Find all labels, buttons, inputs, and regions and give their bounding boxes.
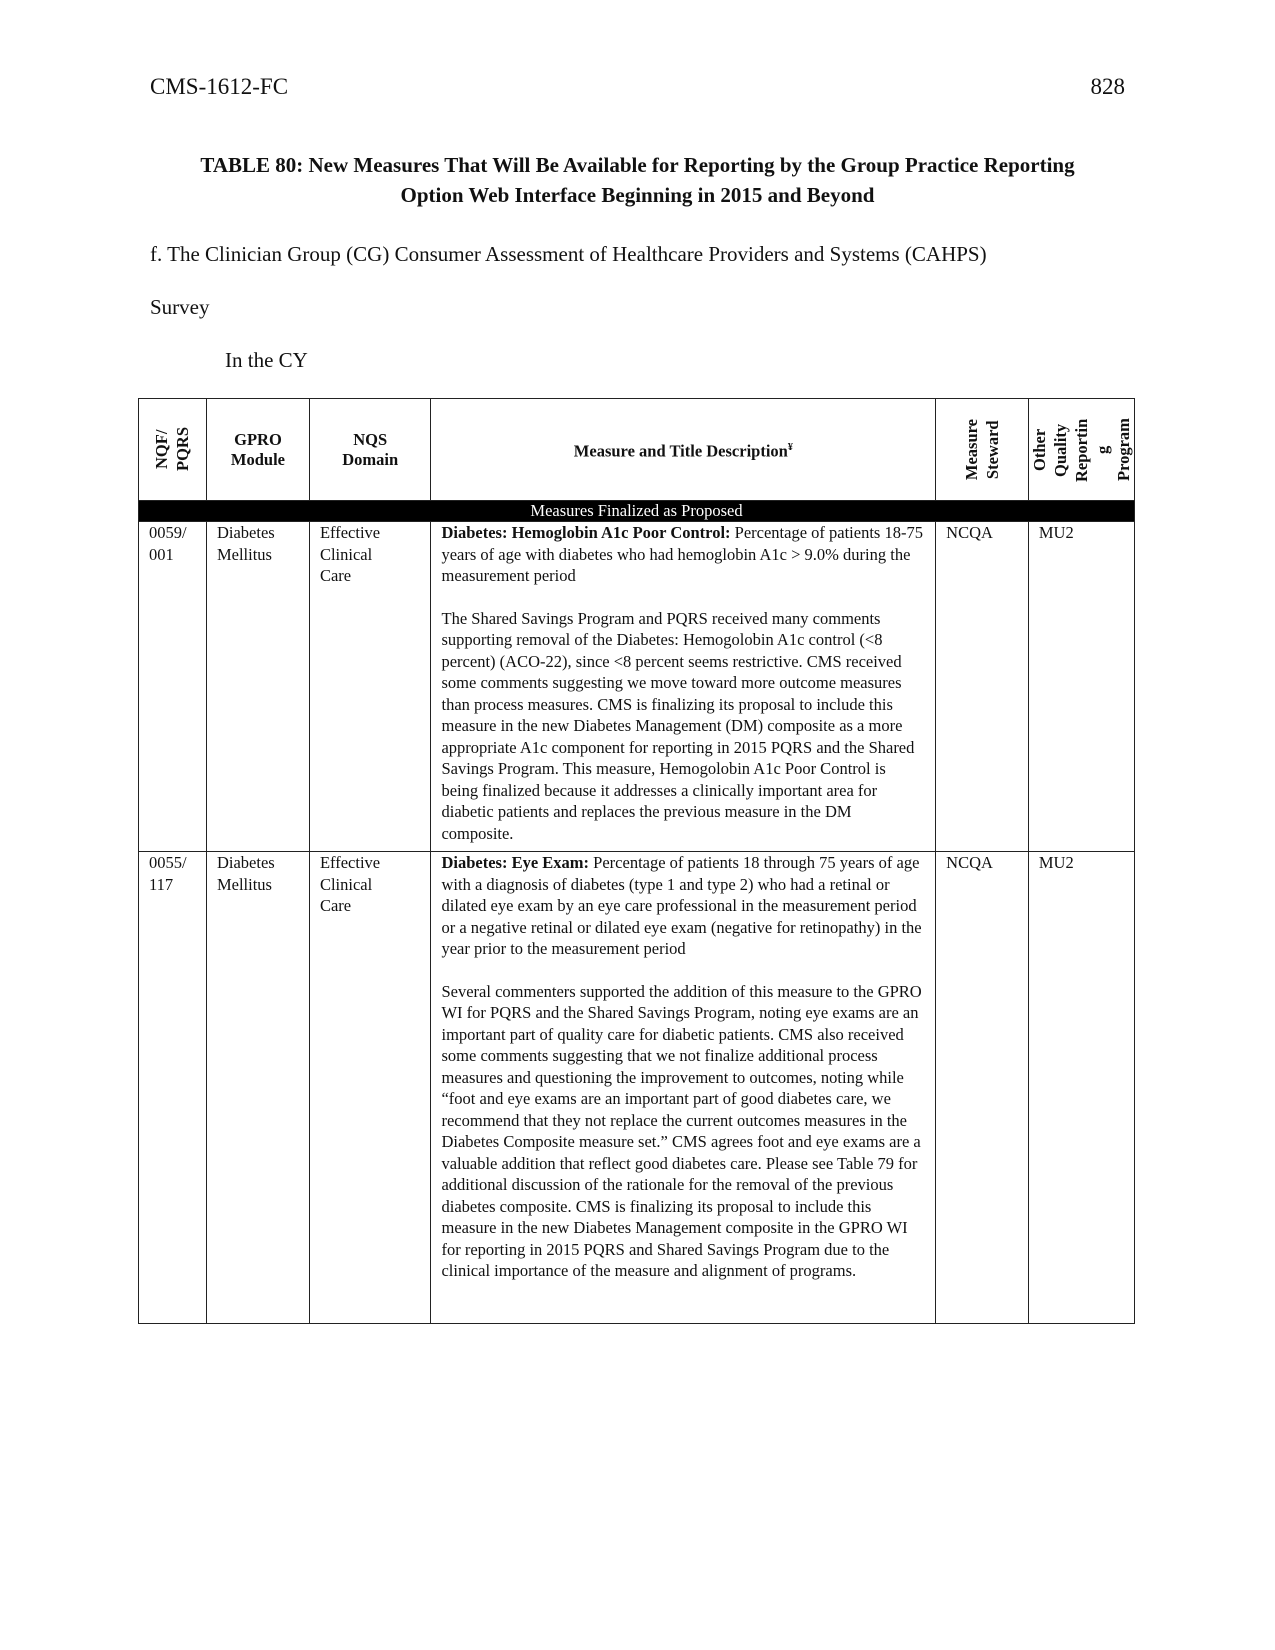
measure-rationale: The Shared Savings Program and PQRS received many comments supporting removal of the Diabetes: Hemogolobin A1c control (<8 percent) (ACO-22), since <8 percent seems restrictive. CMS received some comments suggesting we move toward more outcome measures than process measures. CMS is finalizing its proposal to include this measure in the new Diabetes Management (DM) composite as a more appropriate A1c component for reporting in 2015 PQRS and the Shared Savings Program. This measure, Hemogolobin A1c Poor Control is being finalized because it addresses a clinically important area for diabetic patients and replaces the previous measure in the DM composite. [441, 608, 915, 843]
cell-gpro-module: Diabetes Mellitus [206, 522, 309, 852]
page-number: 828 [1090, 74, 1125, 99]
measures-table [138, 398, 1135, 1324]
document-id: CMS-1612-FC [150, 74, 289, 99]
cell-measure-description [431, 522, 936, 852]
cell-nqs-domain: Effective Clinical Care [309, 522, 431, 852]
cell-steward: NCQA [936, 852, 1029, 1324]
measure-definition: Percentage of patients 18 through 75 years of age with a diagnosis of diabetes (type 1 and type 2) who had a retinal or dilated eye exam by an eye care professional in the measurement period or a negative retinal or dilated eye exam (negative for retinopathy) in the year prior to the measurement period [441, 853, 922, 958]
header-nqf-pqrs [139, 399, 207, 501]
table-title-line-1: TABLE 80: New Measures That Will Be Available for Reporting by the Group Practice Reporting [200, 153, 1075, 177]
cell-gpro-module: Diabetes Mellitus [206, 852, 309, 1324]
measure-title: Diabetes: Eye Exam: [441, 853, 590, 872]
section-label: Measures Finalized as Proposed [139, 501, 1135, 522]
header-measure-title-label: Measure and Title Description [573, 441, 788, 461]
header-gpro-module-label: GPRO Module [230, 429, 285, 469]
header-other-program-label: Other Quality Reportin g Program [1029, 417, 1133, 482]
header-nqs-domain-label: NQS Domain [342, 429, 399, 469]
table-row [139, 852, 1135, 1324]
cell-nqf: 0055/ 117 [139, 852, 207, 1324]
header-measure-footnote-mark: ¥ [787, 441, 793, 453]
header-measure-steward-label: Measure Steward [962, 418, 1003, 481]
measure-title: Diabetes: Hemoglobin A1c Poor Control: [441, 523, 731, 542]
paragraph-line-2: Survey [150, 295, 210, 319]
cell-measure-description [431, 852, 936, 1324]
section-row [139, 501, 1135, 522]
cell-nqs-domain: Effective Clinical Care [309, 852, 431, 1324]
header-measure-title [431, 399, 936, 501]
header-other-program [1028, 399, 1134, 501]
header-measure-steward [936, 399, 1029, 501]
table-title-line-2: Option Web Interface Beginning in 2015 and Beyond [400, 183, 875, 207]
paragraph-line-1: f. The Clinician Group (CG) Consumer Assessment of Healthcare Providers and Systems (CAHPS) [150, 242, 987, 266]
header-gpro-module [206, 399, 309, 501]
cell-other-program: MU2 [1028, 852, 1134, 1324]
table-row [139, 522, 1135, 852]
table-title [140, 150, 1135, 210]
header-nqf-pqrs-label: NQF/ PQRS [152, 427, 193, 472]
measure-definition: Percentage of patients 18-75 years of age with diabetes who had hemoglobin A1c > 9.0% during the measurement period [441, 523, 923, 585]
header-nqs-domain [309, 399, 431, 501]
table-header-row [139, 399, 1135, 501]
measure-rationale: Several commenters supported the addition of this measure to the GPRO WI for PQRS and the Shared Savings Program, noting eye exams are an important part of quality care for diabetic patients. CMS also received some comments suggesting that we not finalize additional process measures and questioning the improvement to outcomes, noting while “foot and eye exams are an important part of good diabetes care, we recommend that they not replace the current outcomes measures in the Diabetes Composite measure set.” CMS agrees foot and eye exams are a valuable addition that reflect good diabetes care. Please see Table 79 for additional discussion of the rationale for the removal of the previous diabetes composite. CMS is finalizing its proposal to include this measure in the new Diabetes Management composite in the GPRO WI for reporting in 2015 PQRS and Shared Savings Program due to the clinical importance of the measure and alignment of programs. [441, 981, 922, 1280]
cell-nqf: 0059/ 001 [139, 522, 207, 852]
cell-other-program: MU2 [1028, 522, 1134, 852]
cell-steward: NCQA [936, 522, 1029, 852]
paragraph-line-3: In the CY [225, 348, 308, 372]
